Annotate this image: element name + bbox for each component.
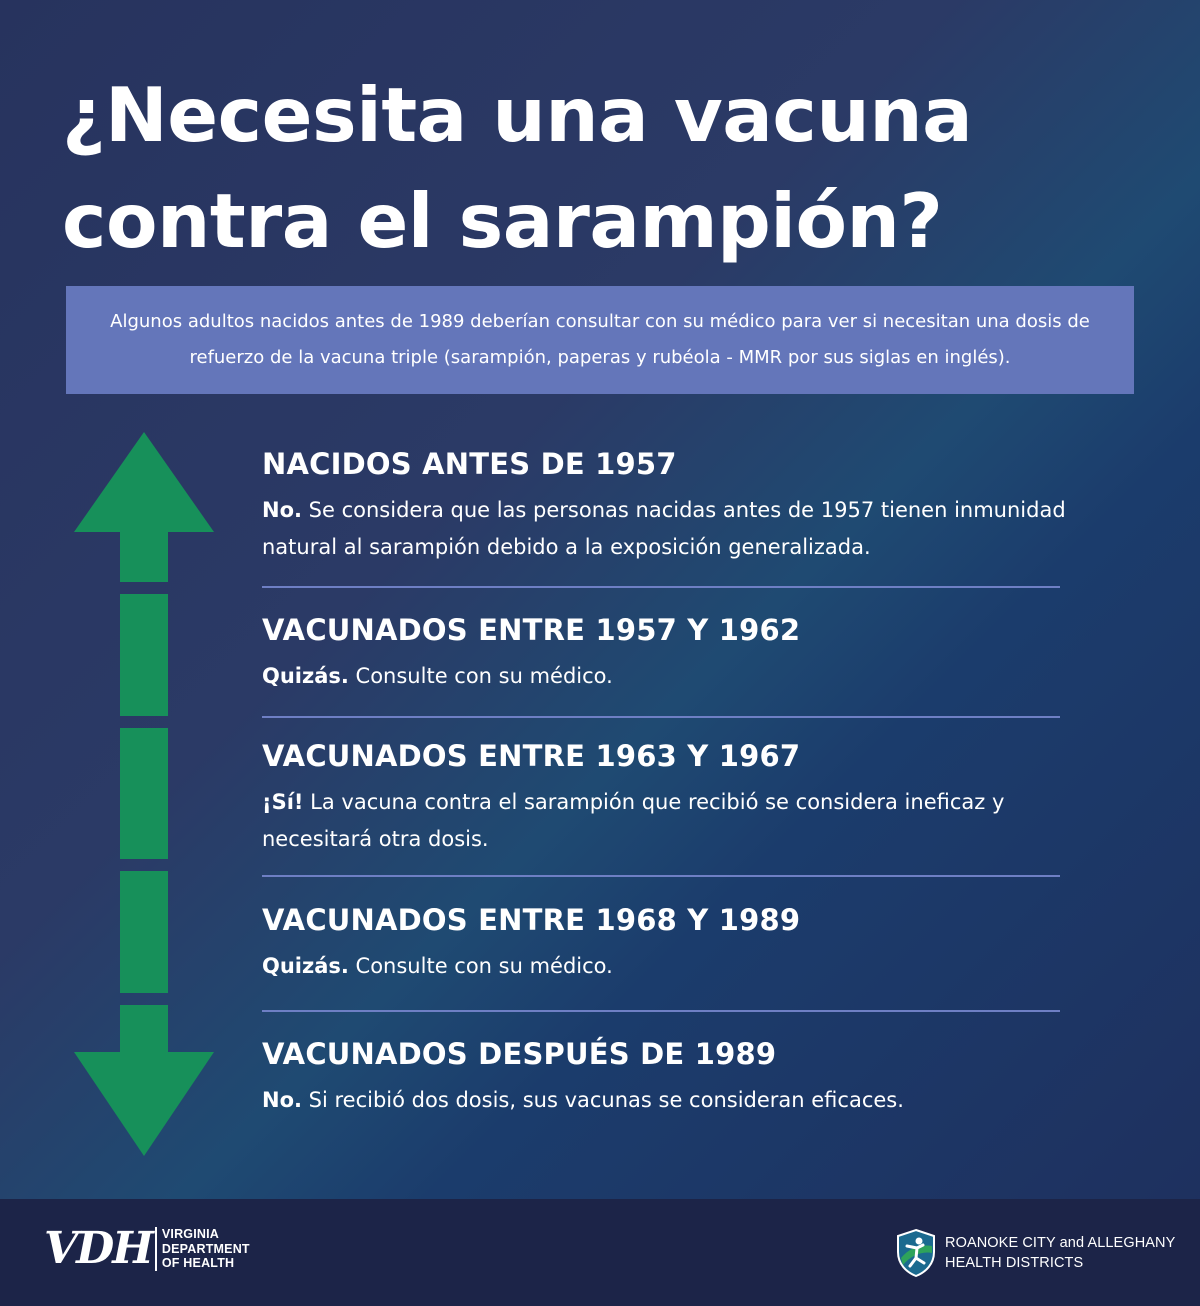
- section-detail: La vacuna contra el sarampión que recibió se considera ineficaz y necesitará otra dosis.: [262, 790, 1005, 851]
- section-1957-1962: [262, 612, 1082, 695]
- title-line-1: ¿Necesita una vacuna: [62, 71, 973, 159]
- arrow-shaft-segment: [120, 871, 168, 993]
- district-shield-logo-icon: [895, 1228, 937, 1278]
- section-heading: VACUNADOS DESPUÉS DE 1989: [262, 1037, 777, 1071]
- divider: [262, 586, 1060, 588]
- section-detail: Consulte con su médico.: [348, 954, 613, 978]
- section-detail: Si recibió dos dosis, sus vacunas se consideran eficaces.: [301, 1088, 904, 1112]
- vdh-logo-divider: [155, 1227, 157, 1271]
- intro-text: Algunos adultos nacidos antes de 1989 deberían consultar con su médico para ver si necesitan una dosis de refuerzo de la vacuna triple (sarampión, paperas y rubéola - MMR por sus siglas en inglés).: [110, 311, 1090, 368]
- arrow-shaft-segment: [120, 1005, 168, 1055]
- double-arrow-timeline-icon: [74, 432, 214, 1156]
- title-line-2: contra el sarampión?: [62, 177, 943, 265]
- divider: [262, 875, 1060, 877]
- divider: [262, 716, 1060, 718]
- district-logo: [895, 1228, 1175, 1278]
- arrow-shaft-segment: [120, 594, 168, 716]
- divider: [262, 1010, 1060, 1012]
- arrow-down-head: [74, 1052, 214, 1156]
- section-text: [262, 784, 1082, 858]
- section-born-before-1957: [262, 446, 1082, 566]
- section-detail: Se considera que las personas nacidas antes de 1957 tienen inmunidad natural al sarampión debido a la exposición generalizada.: [262, 498, 1066, 559]
- section-text: [262, 948, 1082, 985]
- section-text: [262, 492, 1082, 566]
- vdh-name-line-3: OF HEALTH: [161, 1256, 235, 1271]
- section-1968-1989: [262, 902, 1082, 985]
- vdh-logo: [44, 1225, 250, 1273]
- section-text: [262, 658, 1082, 695]
- section-heading: VACUNADOS ENTRE 1963 Y 1967: [262, 739, 801, 773]
- vdh-name-line-2: DEPARTMENT: [161, 1241, 250, 1256]
- section-text: [262, 1082, 1082, 1119]
- district-name-line-1: ROANOKE CITY and ALLEGHANY: [945, 1235, 1176, 1251]
- section-1963-1967: [262, 738, 1082, 858]
- page-title: [62, 62, 1142, 274]
- section-heading: VACUNADOS ENTRE 1957 Y 1962: [262, 613, 801, 647]
- section-answer: No.: [262, 498, 302, 522]
- vdh-mark: VDH: [44, 1223, 152, 1274]
- vdh-name-line-1: VIRGINIA: [161, 1227, 220, 1242]
- section-after-1989: [262, 1036, 1082, 1119]
- section-heading: VACUNADOS ENTRE 1968 Y 1989: [262, 903, 801, 937]
- intro-box: [66, 286, 1134, 394]
- district-name: [945, 1233, 1175, 1273]
- section-answer: Quizás.: [262, 664, 349, 688]
- arrow-shaft-segment: [120, 530, 168, 582]
- district-name-line-2: HEALTH DISTRICTS: [945, 1255, 1084, 1271]
- vdh-name: [162, 1227, 250, 1271]
- section-heading: NACIDOS ANTES DE 1957: [262, 447, 677, 481]
- arrow-up-head: [74, 432, 214, 532]
- arrow-shaft-segment: [120, 728, 168, 859]
- section-answer: Quizás.: [262, 954, 349, 978]
- section-answer: ¡Sí!: [262, 790, 304, 814]
- section-detail: Consulte con su médico.: [348, 664, 613, 688]
- section-answer: No.: [262, 1088, 302, 1112]
